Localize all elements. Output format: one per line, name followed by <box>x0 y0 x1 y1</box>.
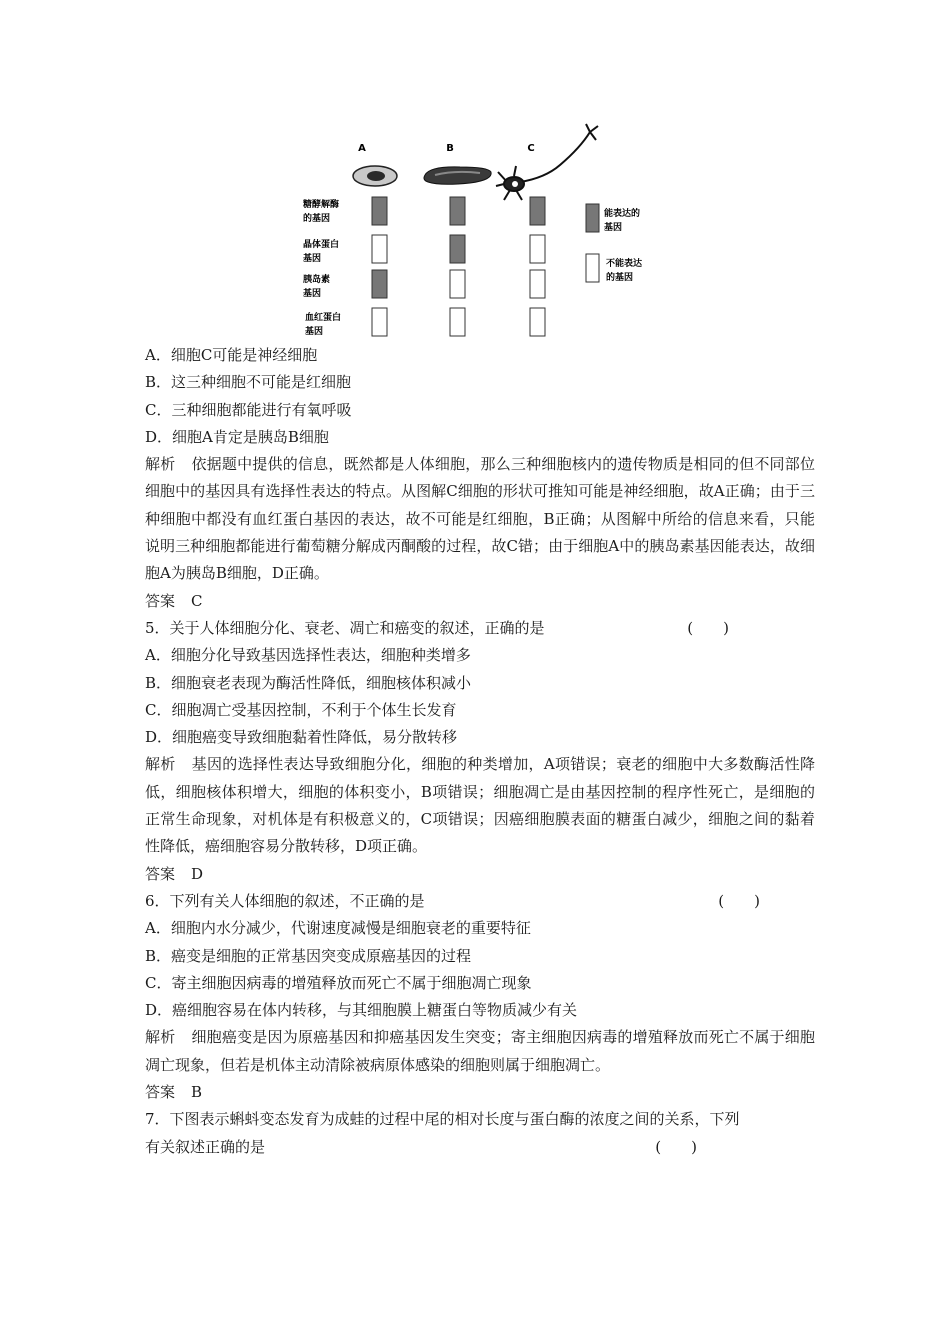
svg-text:血红蛋白 基因 <box>305 311 344 337</box>
legend-expressed-swatch <box>586 204 599 232</box>
gene-label-glycolysis-2: 的基因 <box>303 214 331 224</box>
q6-answer <box>145 1079 815 1106</box>
expression-box-insulin-cell-c <box>530 270 545 298</box>
cell-a-drawing <box>353 166 397 186</box>
q4-option-d: D．细胞A肯定是胰岛B细胞 <box>145 427 329 446</box>
q6-answer-value: B <box>191 1083 203 1102</box>
gene-label-glycolysis-1: 糖酵解酶 <box>303 200 340 210</box>
cell-label-a: A <box>358 143 366 154</box>
legend-expressed-1: 能表达的 <box>604 209 641 219</box>
q6-option-d: D．癌细胞容易在体内转移，与其细胞膜上糖蛋白等物质减少有关 <box>145 1001 578 1020</box>
legend-not-expressed-2: 的基因 <box>606 273 634 283</box>
expression-box-insulin-cell-b <box>450 270 465 298</box>
q5-analysis-text: 基因的选择性表达导致细胞分化，细胞的种类增加，A项错误；衰老的细胞中大多数酶活性降低，细胞核体积增大，细胞的体积变小，B项错误；细胞凋亡是由基因控制的程序性死亡，是细胞的正常生命现象，对机体是有积极意义的，C项错误；因癌细胞膜表面的糖蛋白减少，细胞之间的黏着性降低，癌细胞容易分散转移，D项正确。 <box>145 755 815 856</box>
q7-stem-line2 <box>145 1134 815 1161</box>
q4-analysis-text: 依据题中提供的信息，既然都是人体细胞，那么三种细胞核内的遗传物质是相同的但不同部位细胞中的基因具有选择性表达的特点。从图解C细胞的形状可推知可能是神经细胞，故A正确；由于三种细胞中都没有血红蛋白基因的表达，故不可能是红细胞，B正确；从图解中所给的信息来看，只能说明三种细胞都能进行葡萄糖分解成丙酮酸的过程，故C错；由于细胞A中的胰岛素基因能表达，故细胞A为胰岛B细胞，D正确。 <box>145 455 815 583</box>
expression-box-glycolysis-cell-a <box>372 197 387 225</box>
expression-box-hemoglobin-cell-b <box>450 308 465 336</box>
q5-answer <box>145 861 815 888</box>
q5-option-a: A．细胞分化导致基因选择性表达，细胞种类增多 <box>145 646 471 665</box>
q5-stem <box>145 615 815 642</box>
expression-box-glycolysis-cell-c <box>530 197 545 225</box>
q7-stem-line1: 7．下图表示蝌蚪变态发育为成蛙的过程中尾的相对长度与蛋白酶的浓度之间的关系，下列 <box>145 1110 740 1129</box>
gene-label-insulin-2: 基因 <box>303 289 322 299</box>
q6-option-b: B．癌变是细胞的正常基因突变成原癌基因的过程 <box>145 946 472 965</box>
q5-answer-value: D <box>191 864 204 883</box>
expression-box-glycolysis-cell-b <box>450 197 465 225</box>
q5-option-c: C．细胞凋亡受基因控制，不利于个体生长发育 <box>145 700 457 719</box>
q5-stem-text: 5．关于人体细胞分化、衰老、凋亡和癌变的叙述，正确的是 <box>145 618 545 637</box>
expression-grid <box>372 197 545 336</box>
q6-option-c: C．寄主细胞因病毒的增殖释放而死亡不属于细胞凋亡现象 <box>145 973 532 992</box>
q6-stem-text: 6．下列有关人体细胞的叙述，不正确的是 <box>145 891 425 910</box>
svg-text:不能表达 的基因 <box>606 257 645 283</box>
q6-analysis <box>145 1024 815 1079</box>
gene-label-crystallin-1: 晶体蛋白 <box>303 240 340 250</box>
expression-box-hemoglobin-cell-a <box>372 308 387 336</box>
q5-answer-label: 答案 <box>145 864 176 883</box>
gene-expression-figure <box>290 120 690 345</box>
q7-answer-paren: ( ) <box>655 1137 697 1156</box>
legend-not-expressed-swatch <box>586 254 599 282</box>
svg-text:晶体蛋白 基因 <box>303 238 342 264</box>
q4-option-a: A．细胞C可能是神经细胞 <box>145 346 318 364</box>
cell-label-b: B <box>446 143 454 154</box>
svg-text:胰岛素 基因 <box>303 273 333 299</box>
question-text <box>145 342 815 1161</box>
cell-c-drawing <box>496 124 598 200</box>
cell-label-c: C <box>527 143 535 154</box>
q4-answer-value: C <box>191 591 203 610</box>
q4-answer <box>145 588 815 615</box>
svg-text:能表达的 基因 <box>604 207 643 233</box>
q5-analysis <box>145 751 815 860</box>
q4-analysis-label: 解析 <box>145 455 176 474</box>
q6-answer-paren: ( ) <box>718 891 760 910</box>
q6-analysis-text: 细胞癌变是因为原癌基因和抑癌基因发生突变；寄主细胞因病毒的增殖释放而死亡不属于细胞凋亡现象，但若是机体主动清除被病原体感染的细胞则属于细胞凋亡。 <box>145 1028 815 1074</box>
expression-box-hemoglobin-cell-c <box>530 308 545 336</box>
q6-analysis-label: 解析 <box>145 1028 176 1047</box>
svg-text:糖酵解酶 的基因 <box>302 198 342 224</box>
legend-expressed-2: 基因 <box>604 223 623 233</box>
q5-option-b: B．细胞衰老表现为酶活性降低，细胞核体积减小 <box>145 673 472 692</box>
gene-label-crystallin-2: 基因 <box>303 254 322 264</box>
q4-option-b: B．这三种细胞不可能是红细胞 <box>145 373 352 392</box>
q6-answer-label: 答案 <box>145 1083 176 1102</box>
q5-answer-paren: ( ) <box>687 618 729 637</box>
q6-stem <box>145 888 815 915</box>
q5-option-d: D．细胞癌变导致细胞黏着性降低，易分散转移 <box>145 728 458 747</box>
expression-box-crystallin-cell-a <box>372 235 387 263</box>
gene-label-hemoglobin-1: 血红蛋白 <box>305 313 342 323</box>
expression-box-crystallin-cell-b <box>450 235 465 263</box>
gene-label-hemoglobin-2: 基因 <box>305 327 324 337</box>
legend <box>586 204 645 283</box>
legend-not-expressed-1: 不能表达 <box>606 259 643 269</box>
q4-analysis <box>145 451 815 587</box>
q7-stem-text: 有关叙述正确的是 <box>145 1137 266 1156</box>
gene-label-insulin-1: 胰岛素 <box>303 275 331 285</box>
expression-box-insulin-cell-a <box>372 270 387 298</box>
q4-option-c: C．三种细胞都能进行有氧呼吸 <box>145 400 352 419</box>
expression-box-crystallin-cell-c <box>530 235 545 263</box>
cell-b-drawing <box>424 167 491 184</box>
q5-analysis-label: 解析 <box>145 755 176 774</box>
q4-answer-label: 答案 <box>145 591 176 610</box>
q6-option-a: A．细胞内水分减少，代谢速度减慢是细胞衰老的重要特征 <box>145 919 531 938</box>
